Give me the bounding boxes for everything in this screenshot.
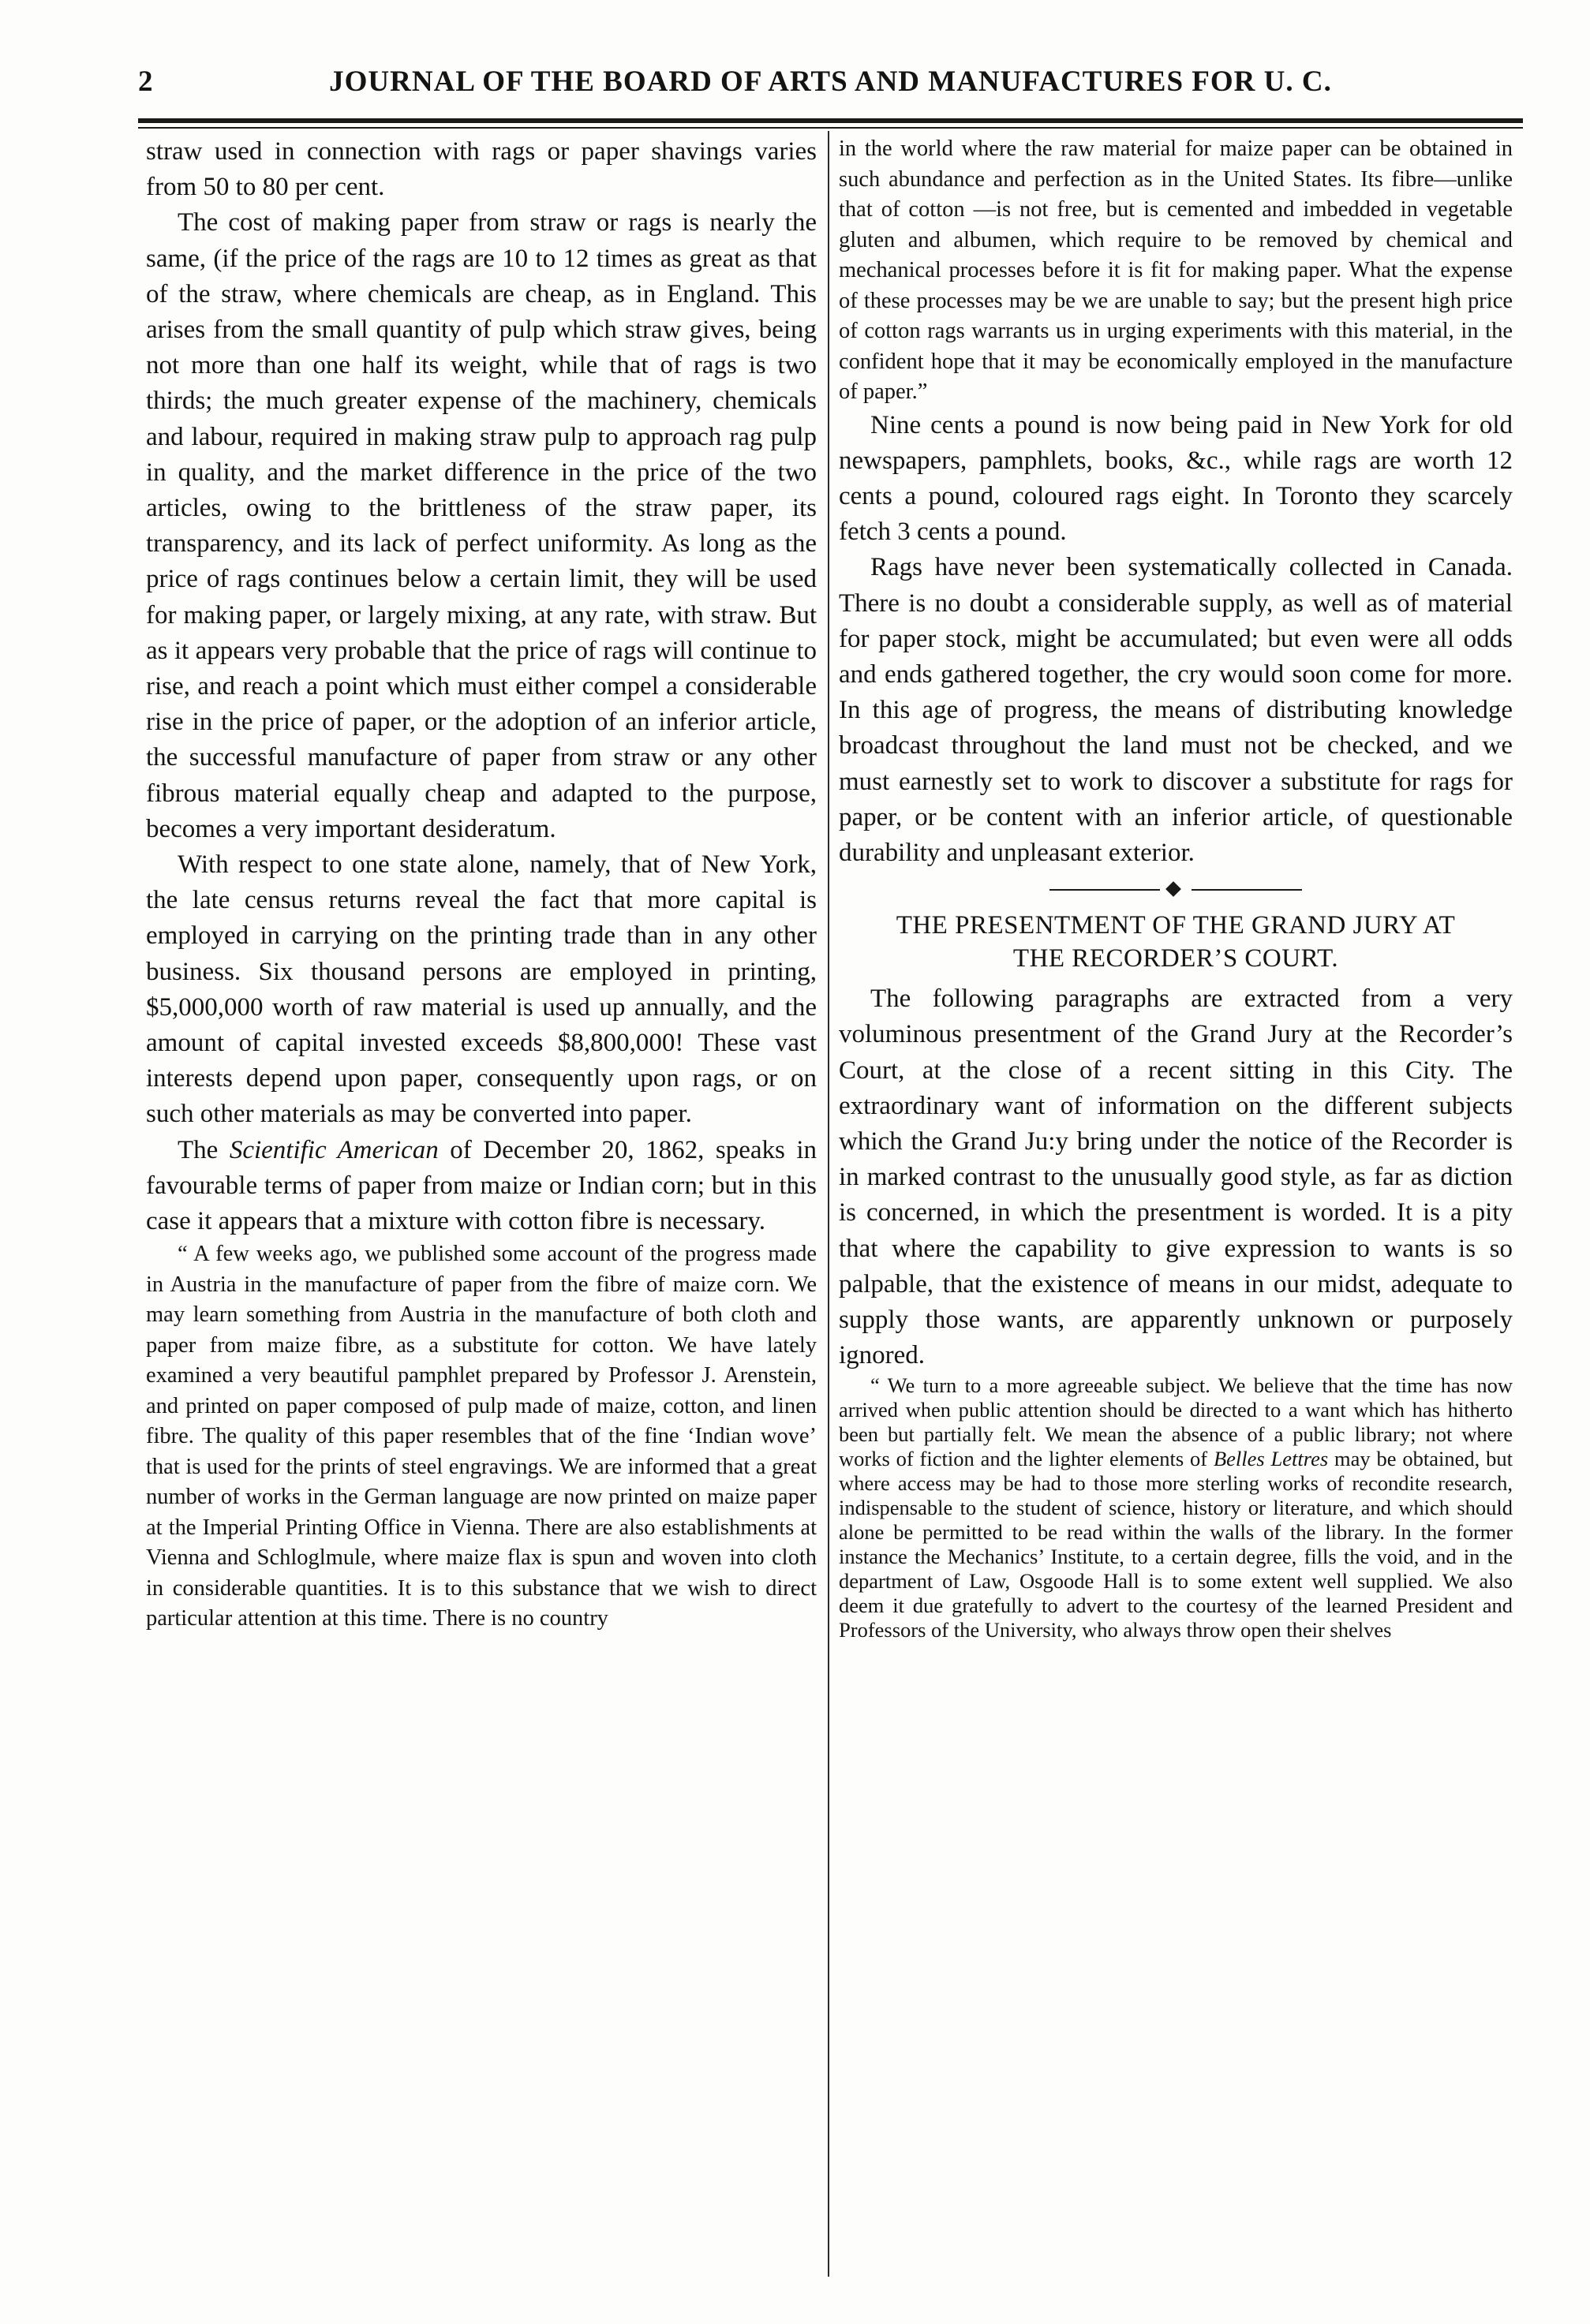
header-rule-thin	[138, 127, 1523, 129]
paragraph: straw used in connection with rags or paper shavings varies from 50 to 80 per cent.	[146, 137, 817, 202]
section-title	[839, 909, 1513, 975]
page-number: 2	[138, 65, 154, 98]
right-column	[839, 134, 1513, 1642]
left-column	[146, 134, 817, 1635]
text-run: of December 20, 1862, speaks in favourable terms of paper from maize or Indian corn; but in this case it appears that a mixture with cotton fibre is necessary.	[146, 1135, 817, 1236]
section-title-line: THE PRESENTMENT OF THE GRAND JURY AT	[896, 911, 1456, 940]
italic-title: Belles Lettres	[1213, 1447, 1329, 1471]
page-header	[138, 65, 1523, 112]
paragraph: Rags have never been systematically collected in Canada. There is no doubt a considerable supply, as well as of material for paper stock, might be accumulated; but even were all odds and ends gathered together, the cry would soon come for more. In this age of progress, the means of distributing knowledge broadcast throughout the land must not be checked, and we must earnestly set to work to discover a substitute for rags for paper, or be content with an inferior article, of questionable durability and unpleasant exterior.	[839, 553, 1513, 867]
section-title-line: THE RECORDER’S COURT.	[1012, 944, 1339, 973]
running-head: JOURNAL OF THE BOARD OF ARTS AND MANUFACTURES FOR U. C.	[329, 65, 1332, 98]
header-rule-thick	[138, 118, 1523, 123]
paragraph: The following paragraphs are extracted from a very voluminous presentment of the Grand Jury at the Recorder’s Court, at the close of a recent sitting in this City. The extraordinary want of information on the different subjects which the Grand Ju:y bring under the notice of the Recorder is in marked contrast to the unusually good style, as far as diction is concerned, in which the presentment is worded. It is a pity that where the capability to give expression to wants is so palpable, that the existence of means in our midst, adequate to supply those wants, are apparently unknown or purposely ignored.	[839, 985, 1513, 1370]
paragraph: The cost of making paper from straw or rags is nearly the same, (if the price of the rags are 10 to 12 times as great as that of the straw, where chemicals are cheap, as in England. This arises from the small quantity of pulp which straw gives, being not more than one half its weight, while that of rags is two thirds; the much greater expense of the machinery, chemicals and labour, required in making straw pulp to approach rag pulp in quality, and the market difference in the price of the two articles, owing to the brittleness of the straw paper, its transparency, and its lack of perfect uniformity. As long as the price of rags continues below a certain limit, they will be used for making paper, or largely mixing, at any rate, with straw. But as it appears very probable that the price of rags will continue to rise, and reach a point which must either compel a considerable rise in the price of paper, or the adoption of an inferior article, the successful manufacture of paper from straw or any other fibrous material equally cheap and adapted to the purpose, becomes a very important desideratum.	[146, 208, 817, 843]
paragraph	[146, 1133, 817, 1240]
paragraph: Nine cents a pound is now being paid in New York for old newspapers, pamphlets, books, &c., while rags are worth 12 cents a pound, coloured rags eight. In Toronto they scarcely fetch 3 cents a pound.	[839, 410, 1513, 547]
section-ornament	[1049, 882, 1302, 898]
quoted-paragraph	[839, 1373, 1513, 1642]
text-run: “ We turn to a more agreeable subject. We believe that the time has now arrived when public attention should be directed to a want which has hitherto been but partially felt. We mean the absence of a public library; not where works of fiction and the lighter elements of	[839, 1373, 1513, 1471]
italic-title: Scientific American	[229, 1135, 439, 1164]
text-run: may be obtained, but where access may be had to those more sterling works of recondite research, indispensable to the student of science, history or literature, and which should alone be permitted to be read within the walls of the library. In the former instance the Mechanics’ Institute, to a certain degree, fills the void, and in the department of Law, Osgoode Hall is to some extent well supplied. We also deem it due gratefully to advert to the courtesy of the learned President and Professors of the University, who always throw open their shelves	[839, 1447, 1513, 1642]
column-divider	[828, 131, 829, 2277]
quoted-paragraph: “ A few weeks ago, we published some account of the progress made in Austria in the manufacture of paper from the fibre of maize corn. We may learn something from Austria in the manufacture of both cloth and paper from maize fibre, as a substitute for cotton. We have lately examined a very beautiful pamphlet prepared by Professor J. Arenstein, and printed on paper composed of pulp made of maize, cotton, and linen fibre. The quality of this paper resembles that of the fine ‘Indian wove’ that is used for the prints of steel engravings. We are informed that a great number of works in the German language are now printed on maize paper at the Imperial Printing Office in Vienna. There are also establishments at Vienna and Schloglmule, where maize flax is spun and woven into cloth in considerable quantities. It is to this substance that we wish to direct particular attention at this time. There is no country	[146, 1242, 817, 1631]
quoted-paragraph: in the world where the raw material for maize paper can be obtained in such abundance and perfection as in the United States. Its fibre—unlike that of cotton —is not free, but is cemented and imbedded in vegetable gluten and albumen, which require to be removed by chemical and mechanical processes before it is fit for making paper. What the expense of these processes may be we are unable to say; but the present high price of cotton rags warrants us in urging experiments with this material, in the confident hope that it may be economically employed in the manufacture of paper.”	[839, 136, 1513, 404]
paragraph: With respect to one state alone, namely, that of New York, the late census returns reveal the fact that more capital is employed in carrying on the printing trade than in any other business. Six thousand persons are employed in printing, $5,000,000 worth of raw material is used up annually, and the amount of capital invested exceeds $8,800,000! These vast interests depend upon paper, consequently upon rags, or on such other materials as may be converted into paper.	[146, 850, 817, 1129]
text-run: The	[178, 1135, 230, 1164]
